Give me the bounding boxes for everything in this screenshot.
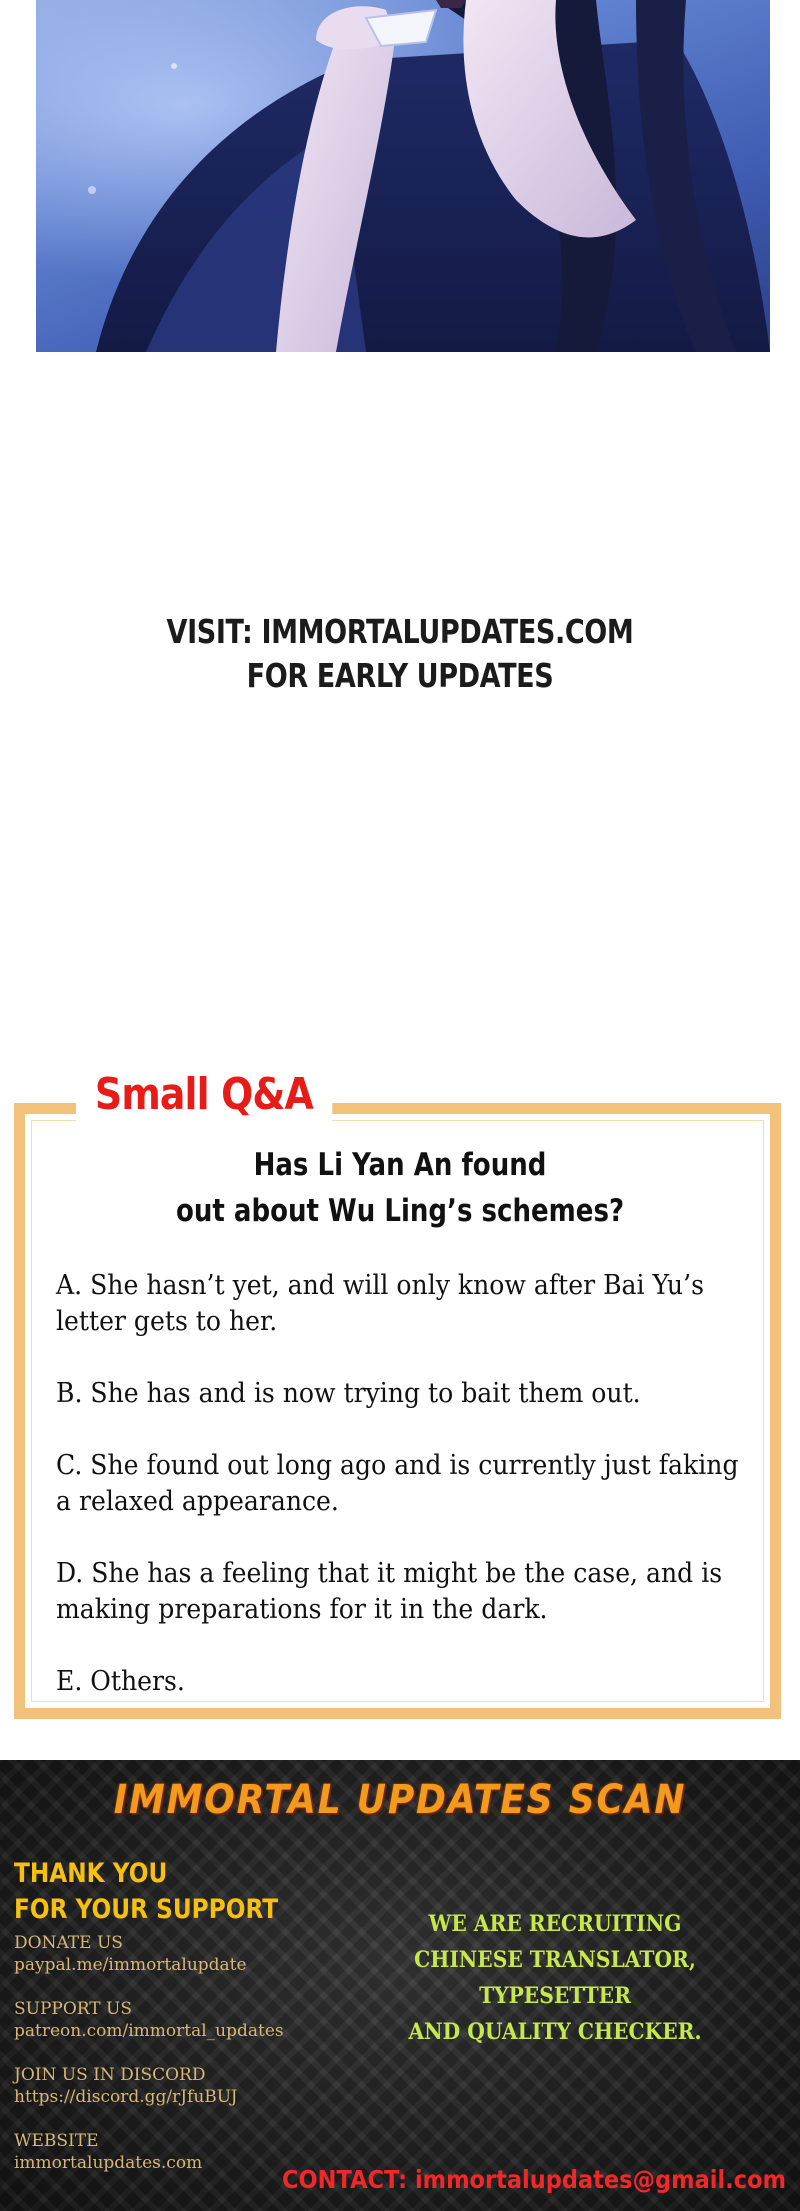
link-discord-url[interactable]: https://discord.gg/rJfuBUJ [14, 2087, 238, 2107]
manga-illustration [36, 0, 770, 352]
link-support-url[interactable]: patreon.com/immortal_updates [14, 2021, 284, 2041]
watermark-line2: FOR EARLY UPDATES [246, 656, 554, 695]
thanks-message [14, 1856, 278, 1928]
link-support-label: SUPPORT US [14, 1999, 133, 2019]
watermark-line1: VISIT: IMMORTALUPDATES.COM [166, 612, 634, 651]
link-website-url[interactable]: immortalupdates.com [14, 2153, 203, 2173]
qa-option-b: B. She has and is now trying to bait them out. [56, 1378, 641, 1409]
support-links [14, 1932, 284, 2196]
recruit-line3: AND QUALITY CHECKER. [408, 2019, 702, 2045]
qa-question-line2: out about Wu Ling’s schemes? [175, 1193, 625, 1229]
watermark-text [72, 610, 728, 698]
qa-option-e: E. Others. [56, 1666, 185, 1697]
thanks-line1: THANK YOU [14, 1858, 168, 1889]
scan-group-title: IMMORTAL UPDATES SCAN [113, 1777, 687, 1823]
recruiting-notice [348, 1906, 762, 2050]
link-website-label: WEBSITE [14, 2131, 99, 2151]
link-support [14, 1998, 284, 2042]
qa-option-c: C. She found out long ago and is currently just faking a relaxed appearance. [56, 1450, 739, 1517]
qa-options [56, 1268, 739, 1736]
link-website [14, 2130, 284, 2174]
link-donate-label: DONATE US [14, 1933, 123, 1953]
thanks-line2: FOR YOUR SUPPORT [14, 1894, 279, 1925]
contact-email[interactable]: CONTACT: immortalupdates@gmail.com [281, 2165, 786, 2194]
manga-panel [36, 0, 770, 352]
qa-heading: Small Q&A [76, 1062, 332, 1128]
recruit-line1: WE ARE RECRUITING [428, 1911, 682, 1937]
link-discord [14, 2064, 284, 2108]
qa-option-d: D. She has a feeling that it might be the case, and is making preparations for it in the dark. [56, 1558, 723, 1625]
link-discord-label: JOIN US IN DISCORD [14, 2065, 206, 2085]
qa-question [64, 1142, 736, 1234]
recruit-line2: CHINESE TRANSLATOR, TYPESETTER [414, 1947, 696, 2009]
link-donate-url[interactable]: paypal.me/immortalupdate [14, 1955, 247, 1975]
link-donate [14, 1932, 284, 1976]
qa-question-line1: Has Li Yan An found [253, 1147, 547, 1183]
qa-option-a: A. She hasn’t yet, and will only know after Bai Yu’s letter gets to her. [56, 1270, 704, 1337]
credits-footer [0, 1760, 800, 2211]
